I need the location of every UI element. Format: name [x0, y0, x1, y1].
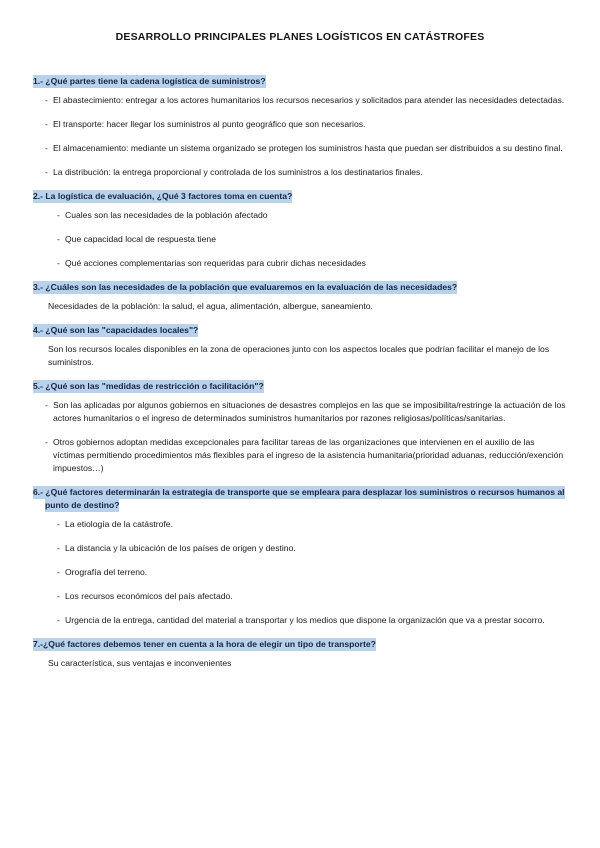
dash-bullet: - [57, 615, 60, 625]
section-heading [33, 638, 567, 651]
question-section [33, 486, 567, 627]
answer-item [33, 233, 567, 246]
section-heading [33, 281, 567, 294]
answer-text: Otros gobiernos adoptan medidas excepcionales para facilitar tareas de las organizaciones que intervienen en el auxilio de las víctimas permitiendo procedimientos más flexibles para el ingreso de la asistencia humanitaria(prioridad aduanas, reducción/exención impuestos…) [53, 437, 564, 473]
section-answers [33, 300, 567, 313]
answer-text: Orografía del terreno. [65, 567, 148, 577]
highlighted-heading-text: 1.- ¿Qué partes tiene la cadena logística de suministros? [33, 76, 266, 86]
answer-item [33, 142, 567, 155]
dash-bullet: - [57, 591, 60, 601]
dash-bullet: - [57, 567, 60, 577]
answer-text: Necesidades de la población: la salud, el agua, alimentación, albergue, saneamiento. [48, 301, 373, 311]
answer-item [33, 436, 567, 475]
answer-text: Qué acciones complementarias son requeridas para cubrir dichas necesidades [65, 258, 366, 268]
question-section [33, 324, 567, 369]
section-heading [33, 380, 567, 393]
section-heading [33, 190, 567, 203]
dash-bullet: - [45, 95, 48, 105]
section-heading [33, 486, 567, 512]
dash-bullet: - [57, 234, 60, 244]
answer-text: La etiología de la catástrofe. [65, 519, 173, 529]
question-section [33, 380, 567, 475]
highlighted-heading-text: 6.- ¿Qué factores determinarán la estrategia de transporte que se empleara para desplazar los suministros o recursos humanos al punto de destino? [33, 487, 565, 510]
highlighted-heading-text: 5.- ¿Qué son las "medidas de restricción o facilitación"? [33, 381, 264, 391]
question-section [33, 75, 567, 179]
section-answers [33, 343, 567, 369]
answer-text: La distancia y la ubicación de los países de origen y destino. [65, 543, 296, 553]
answer-item [33, 399, 567, 425]
dash-bullet: - [45, 143, 48, 153]
answer-text: Que capacidad local de respuesta tiene [65, 234, 216, 244]
answer-item [33, 94, 567, 107]
answer-item [33, 566, 567, 579]
section-answers [33, 399, 567, 475]
answer-text: La distribución: la entrega proporcional y controlada de los suministros a los destinatarios finales. [53, 167, 423, 177]
answer-item [33, 542, 567, 555]
answer-item [33, 590, 567, 603]
answer-text: El abastecimiento: entregar a los actores humanitarios los recursos necesarios y solicitados para atender las necesidades detectadas. [53, 95, 565, 105]
highlighted-heading-text: 4.- ¿Qué son las "capacidades locales"? [33, 325, 199, 335]
section-heading [33, 324, 567, 337]
answer-item [33, 118, 567, 131]
dash-bullet: - [45, 119, 48, 129]
dash-bullet: - [57, 519, 60, 529]
answer-text: El transporte: hacer llegar los suministros al punto geográfico que son necesarios. [53, 119, 366, 129]
answer-item [33, 614, 567, 627]
highlighted-heading-text: 3.- ¿Cuáles son las necesidades de la población que evaluaremos en la evaluación de las necesidades? [33, 282, 458, 292]
answer-item [33, 166, 567, 179]
section-answers [33, 94, 567, 179]
section-answers [33, 657, 567, 670]
dash-bullet: - [57, 258, 60, 268]
question-section [33, 281, 567, 313]
section-answers [33, 518, 567, 627]
dash-bullet: - [57, 543, 60, 553]
answer-text: Los recursos económicos del país afectado. [65, 591, 233, 601]
dash-bullet: - [57, 210, 60, 220]
highlighted-heading-text: 2.- La logística de evaluación, ¿Qué 3 factores toma en cuenta? [33, 191, 293, 201]
highlighted-heading-text: 7.-¿Qué factores debemos tener en cuenta a la hora de elegir un tipo de transporte? [33, 639, 376, 649]
answer-text: Son los recursos locales disponibles en la zona de operaciones junto con los aspectos locales que podrían facilitar el manejo de los suministros. [48, 344, 550, 367]
answer-item [33, 209, 567, 222]
answer-item [33, 343, 567, 369]
question-section [33, 638, 567, 670]
dash-bullet: - [45, 400, 48, 410]
answer-text: Cuales son las necesidades de la población afectado [65, 210, 268, 220]
answer-text: Son las aplicadas por algunos gobiernos en situaciones de desastres complejos en las que se imposibilita/restringe la actuación de los actores humanitarios o el ingreso de determinados suministros humanitarios por razones religiosas/políticas/sanitarias. [53, 400, 566, 423]
section-heading [33, 75, 567, 88]
section-answers [33, 209, 567, 270]
answer-item [33, 300, 567, 313]
answer-item [33, 657, 567, 670]
answer-text: El almacenamiento: mediante un sistema organizado se protegen los suministros hasta que puedan ser distribuidos a su destino final. [53, 143, 563, 153]
sections-container [33, 75, 567, 670]
answer-text: Urgencia de la entrega, cantidad del material a transportar y los medios que dispone la organización que va a prestar socorro. [65, 615, 545, 625]
answer-item [33, 518, 567, 531]
dash-bullet: - [45, 167, 48, 177]
answer-text: Su característica, sus ventajas e inconvenientes [48, 658, 232, 668]
dash-bullet: - [45, 437, 48, 447]
page-title: DESARROLLO PRINCIPALES PLANES LOGÍSTICOS EN CATÁSTROFES [115, 31, 485, 43]
answer-item [33, 257, 567, 270]
question-section [33, 190, 567, 270]
